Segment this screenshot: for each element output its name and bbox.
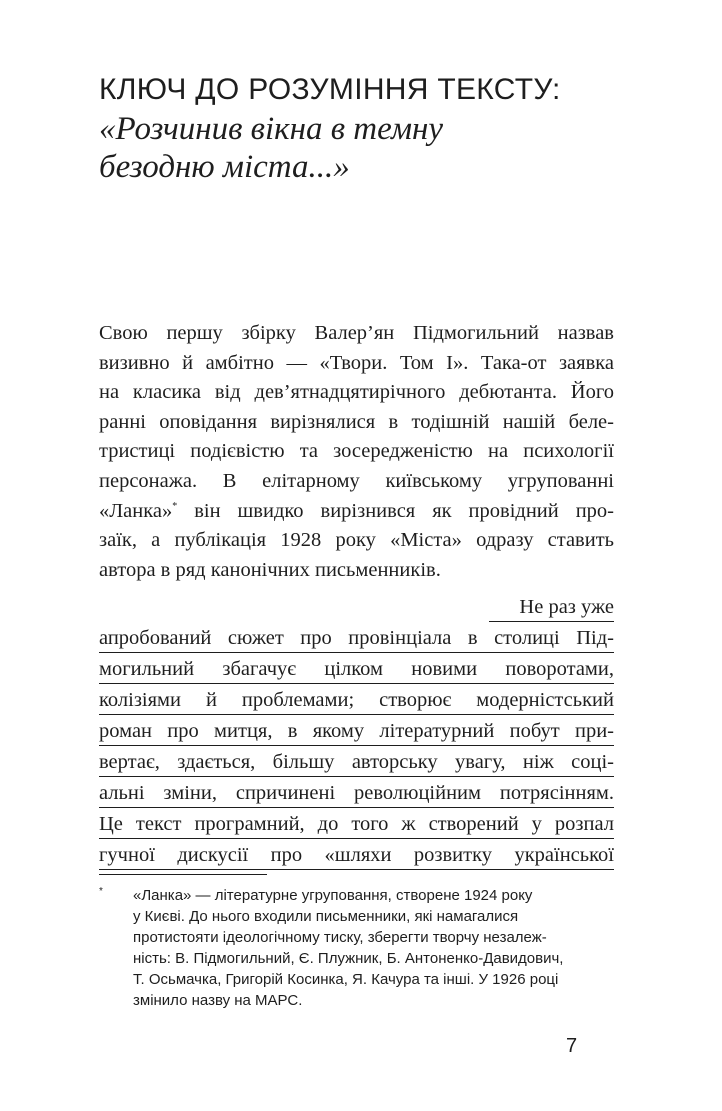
paragraph-2-underlined — [99, 594, 614, 873]
footnote-line: змінило назву на МАРС. — [133, 992, 303, 1009]
footnote-text — [133, 885, 619, 1011]
underlined-text-line: альні зміни, спричинені революційним потрясінням. — [99, 780, 614, 808]
underlined-text-line: могильний збагачує цілком новими поворотами, — [99, 656, 614, 684]
footnote — [99, 885, 619, 1011]
underlined-text-line: роман про митця, в якому літературний побут при- — [99, 718, 614, 746]
chapter-subtitle-line: безодню міста...» — [99, 149, 350, 185]
underlined-text-line: Не раз уже — [489, 594, 614, 622]
text-line: на класика від дев’ятнадцятирічного дебютанта. Його — [99, 381, 614, 404]
footnote-line: Т. Осьмачка, Григорій Косинка, Я. Качура та інші. У 1926 році — [133, 971, 559, 988]
footnote-line: у Києві. До нього входили письменники, які намагалися — [133, 908, 519, 925]
text-line: Свою першу збірку Валер’ян Підмогильний назвав — [99, 322, 614, 344]
paragraph-1 — [99, 319, 614, 585]
text-line-with-footnote — [99, 497, 614, 527]
page-number: 7 — [566, 1035, 578, 1057]
text-line: автора в ряд канонічних письменників. — [99, 558, 441, 581]
underlined-text-line: гучної дискусії про «шляхи розвитку української — [99, 842, 614, 870]
chapter-heading — [99, 72, 639, 186]
text-line-rest: він швидко вирізнився як провідний про- — [194, 499, 614, 522]
chapter-title: КЛЮЧ ДО РОЗУМІННЯ ТЕКСТУ: — [99, 73, 561, 106]
text-line: персонажа. В елітарному київському угрупованні — [99, 469, 614, 492]
footnote-marker: * — [99, 886, 103, 897]
text-line: визивно й амбітно — «Твори. Том І». Така-от заявка — [99, 351, 614, 374]
footnote-line: «Ланка» — літературне угруповання, створене 1924 року — [133, 887, 533, 904]
underlined-text-line: колізіями й проблемами; створює модерністський — [99, 687, 614, 715]
lanka-word: «Ланка» — [99, 499, 173, 522]
footnote-divider — [99, 874, 267, 875]
chapter-subtitle — [99, 110, 639, 186]
underlined-text-line: апробований сюжет про провінціала в столиці Під- — [99, 625, 614, 653]
chapter-subtitle-line: «Розчинив вікна в темну — [99, 111, 444, 147]
footnote-reference[interactable]: * — [172, 500, 178, 512]
text-line: ранні оповідання вирізнялися в тодішній нашій беле- — [99, 410, 614, 433]
footnote-line: ність: В. Підмогильний, Є. Плужник, Б. Антоненко-Давидович, — [133, 950, 564, 967]
underlined-text-line: вертає, здається, більшу авторську увагу, ніж соці- — [99, 749, 614, 777]
underlined-text-line: Це текст програмний, до того ж створений у розпал — [99, 811, 614, 839]
footnote-line: протистояти ідеологічному тиску, зберегти творчу незалеж- — [133, 929, 547, 946]
text-line: заїк, а публікація 1928 року «Міста» одразу ставить — [99, 529, 614, 552]
text-line: тристиці подієвістю та зосередженістю на психології — [99, 440, 614, 463]
